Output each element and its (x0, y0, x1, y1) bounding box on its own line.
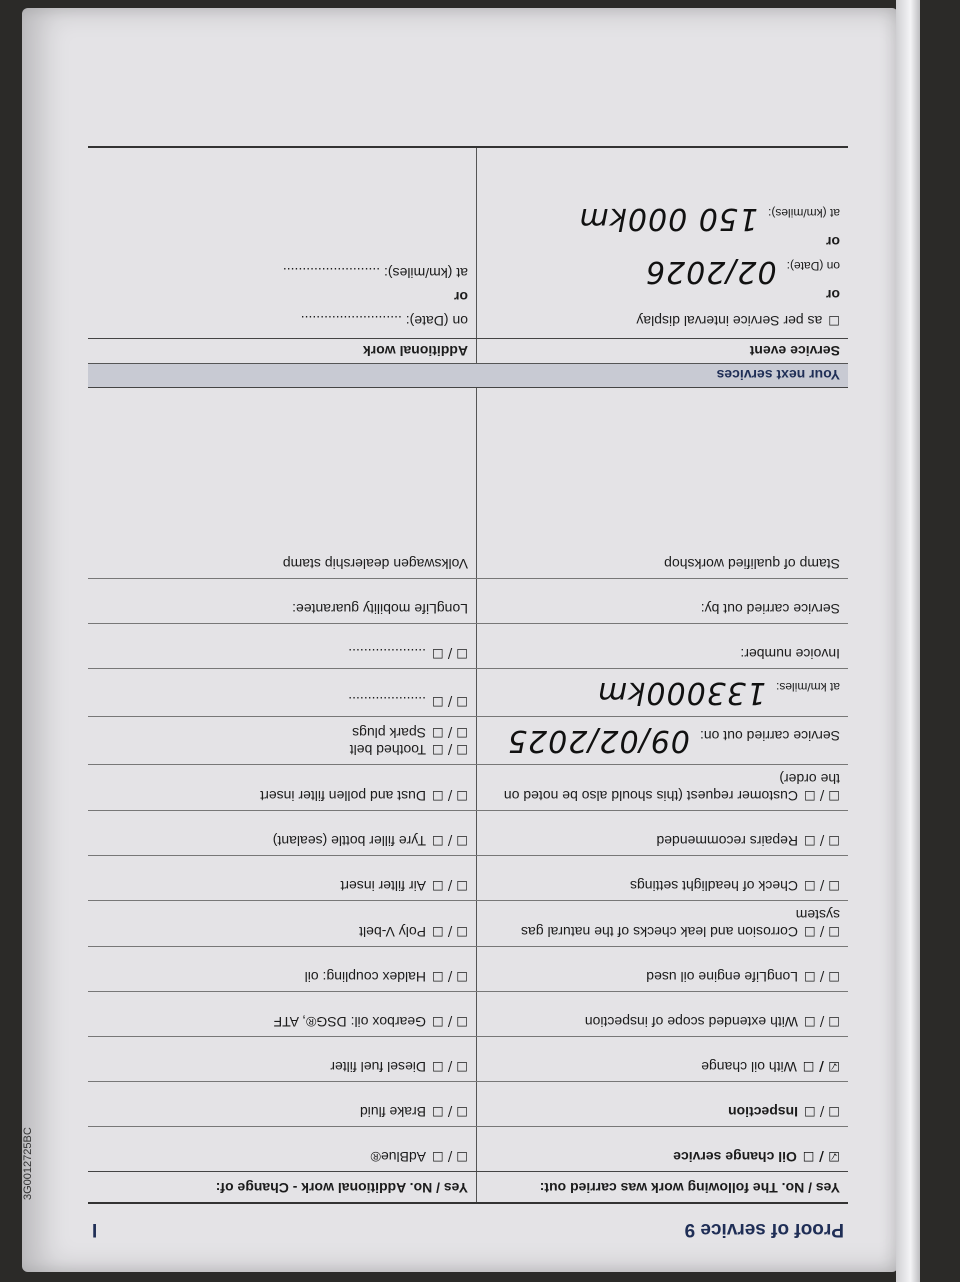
yes-no-checkbox[interactable]: ☐ / ☐ (804, 923, 840, 938)
grid-header (88, 1171, 848, 1202)
work-grid (88, 146, 848, 1204)
additional-item: AdBlue® (370, 1149, 427, 1165)
yes-no-checkbox[interactable]: ☐ / ☐ (804, 832, 840, 847)
yes-no-checkbox[interactable]: ☐ / ☐ (804, 877, 840, 892)
or-separator: or (454, 289, 468, 305)
blank-line[interactable]: .................... (348, 694, 427, 710)
invoice-row (88, 623, 848, 668)
service-form (22, 60, 848, 1240)
service-date-handwritten[interactable]: 09/02/2025 (507, 723, 690, 758)
interval-display-checkbox[interactable]: ☐ (828, 312, 840, 327)
table-row (88, 810, 848, 855)
additional-item: Air filter insert (340, 878, 427, 894)
form-header (88, 1214, 848, 1240)
work-item: Check of headlight settings (629, 878, 799, 894)
blank-line[interactable]: .................... (348, 646, 427, 662)
yes-no-checkbox[interactable]: ☐ / ☐ (432, 1058, 468, 1073)
work-item: With extended scope of inspection (584, 1014, 799, 1030)
next-services-body (88, 148, 848, 338)
yes-no-checkbox[interactable]: ☐ / ☐ (432, 877, 468, 892)
mileage-row (88, 668, 848, 716)
workshop-stamp-label: Stamp of qualified workshop (664, 556, 840, 572)
next-date-handwritten[interactable]: 02/2026 (645, 254, 777, 289)
page-title: Proof of service 9 (684, 1219, 844, 1240)
yes-no-checkbox[interactable]: ☐ / ☐ (432, 787, 468, 802)
work-item: Oil change service (673, 1149, 797, 1165)
longlife-guarantee-label: LongLife mobility guarantee: (292, 601, 468, 617)
additional-item: Poly V-belt (359, 924, 427, 940)
dealership-stamp-box[interactable] (88, 388, 476, 578)
table-row (88, 764, 848, 810)
table-row (88, 1081, 848, 1126)
yes-no-checkbox[interactable]: ☑ / ☐ (802, 1148, 840, 1163)
work-item: Repairs recommended (656, 833, 799, 849)
yes-no-checkbox[interactable]: ☐ / ☐ (432, 1103, 468, 1118)
next-services-subheader (88, 338, 848, 363)
yes-no-checkbox[interactable]: ☐ / ☐ (432, 693, 468, 708)
page-edges (896, 0, 920, 1282)
table-row (88, 946, 848, 991)
additional-item: Diesel fuel filter (330, 1059, 427, 1075)
service-event-label: Service event (476, 339, 848, 363)
carried-out-by-row (88, 578, 848, 623)
or-separator: or (826, 287, 840, 303)
work-item: With oil change (701, 1059, 797, 1075)
yes-no-checkbox[interactable]: ☐ / ☐ (432, 645, 468, 660)
additional-next-date[interactable]: on (Date): .......................... (300, 313, 468, 329)
work-item: Customer request (this should also be noted on the order) (503, 771, 840, 804)
or-separator: or (826, 234, 840, 250)
document-code: 3G0012725BC (22, 1127, 34, 1200)
work-item: Inspection (728, 1104, 799, 1120)
next-km-label: at (km/miles): (768, 206, 840, 220)
additional-next-km[interactable]: at (km/miles): ......................... (282, 265, 468, 281)
yes-no-checkbox[interactable]: ☐ / ☐ (432, 1148, 468, 1163)
additional-item: Haldex coupling: oil (304, 969, 427, 985)
page-marker: I (92, 1219, 98, 1240)
table-row (88, 1036, 848, 1081)
mileage-handwritten[interactable]: 133000km (596, 675, 766, 710)
workshop-stamp-box[interactable] (476, 388, 848, 578)
work-item: LongLife engine oil used (646, 969, 799, 985)
yes-no-checkbox[interactable]: ☐ / ☐ (432, 1013, 468, 1028)
next-date-label: on (Date): (786, 259, 840, 273)
left-column-header: Yes / No. The following work was carried out: (476, 1172, 848, 1202)
yes-no-checkbox[interactable]: ☐ / ☐ (804, 787, 840, 802)
additional-item: Brake fluid (359, 1104, 427, 1120)
additional-work-label: Additional work (363, 343, 468, 359)
additional-item: Dust and pollen filter insert (260, 788, 427, 804)
yes-no-checkbox[interactable]: ☐ / ☐ (804, 1013, 840, 1028)
dealership-stamp-label: Volkswagen dealership stamp (282, 556, 468, 572)
yes-no-checkbox[interactable]: ☐ / ☐ (432, 968, 468, 983)
stamp-area (88, 387, 848, 578)
yes-no-checkbox[interactable]: ☐ / ☐ (432, 832, 468, 847)
right-column-header: Yes / No. Additional work - Change of: (215, 1180, 468, 1196)
table-row (88, 855, 848, 900)
additional-item: Tyre filler bottle (sealant) (272, 833, 427, 849)
yes-no-checkbox[interactable]: ☐ / ☐ (804, 968, 840, 983)
table-row (88, 991, 848, 1036)
mileage-label: at km/miles: (775, 680, 840, 694)
interval-display-label: as per Service interval display (636, 313, 823, 329)
invoice-label: Invoice number: (740, 646, 840, 662)
service-date-label: Service carried out on: (699, 728, 840, 744)
additional-item: Spark plugs (352, 725, 427, 741)
additional-item: Gearbox oil: DSG®, ATF (273, 1014, 427, 1030)
work-item: Corrosion and leak checks of the natural gas system (521, 907, 840, 940)
yes-no-checkbox[interactable]: ☐ / ☐ (804, 1103, 840, 1118)
yes-no-checkbox[interactable]: ☑ / ☐ (802, 1058, 840, 1073)
yes-no-checkbox[interactable]: ☐ / ☐ (432, 724, 468, 739)
next-km-handwritten[interactable]: 150 000km (578, 201, 758, 236)
carried-out-by-label: Service carried out by: (700, 601, 840, 617)
table-row (88, 1126, 848, 1171)
yes-no-checkbox[interactable]: ☐ / ☐ (432, 923, 468, 938)
yes-no-checkbox[interactable]: ☐ / ☐ (432, 741, 468, 756)
additional-item: Toothed belt (349, 742, 427, 758)
next-services-header: Your next services (88, 363, 848, 387)
service-date-row (88, 716, 848, 764)
table-row (88, 900, 848, 946)
